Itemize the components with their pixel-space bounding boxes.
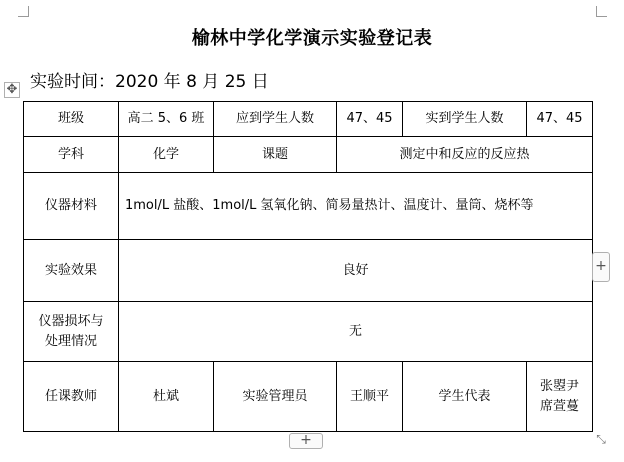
actual-students-label: 实到学生人数 <box>403 102 527 137</box>
expected-students-label: 应到学生人数 <box>214 102 337 137</box>
subject-value[interactable]: 化学 <box>119 137 214 173</box>
materials-value[interactable]: 1mol/L 盐酸、1mol/L 氢氧化钠、简易量热计、温度计、量筒、烧杯等 <box>119 173 593 240</box>
effect-value[interactable]: 良好 <box>119 240 593 302</box>
crop-mark-top-left <box>18 6 29 17</box>
student-rep-line1: 张曌尹 <box>539 378 579 394</box>
damage-label <box>24 302 119 362</box>
materials-label: 仪器材料 <box>24 173 119 240</box>
actual-students-value[interactable]: 47、45 <box>527 102 593 137</box>
table-resize-icon[interactable]: ⤡ <box>596 432 606 446</box>
experiment-date: 实验时间：2020 年 8 月 25 日 <box>30 72 269 92</box>
table-row <box>24 102 593 137</box>
class-label: 班级 <box>24 102 119 137</box>
registration-table <box>23 101 593 432</box>
student-rep-label: 学生代表 <box>403 362 527 432</box>
topic-label: 课题 <box>214 137 337 173</box>
table-row <box>24 173 593 240</box>
table-row <box>24 362 593 432</box>
add-column-plus-icon[interactable]: + <box>592 252 610 282</box>
crop-mark-top-right <box>596 6 607 17</box>
topic-value[interactable]: 测定中和反应的反应热 <box>337 137 593 173</box>
expected-students-value[interactable]: 47、45 <box>337 102 403 137</box>
teacher-label: 任课教师 <box>24 362 119 432</box>
manager-label: 实验管理员 <box>214 362 337 432</box>
table-row <box>24 302 593 362</box>
table-row <box>24 137 593 173</box>
manager-value[interactable]: 王顺平 <box>337 362 403 432</box>
table-row <box>24 240 593 302</box>
damage-value[interactable]: 无 <box>119 302 593 362</box>
subject-label: 学科 <box>24 137 119 173</box>
table-move-handle-icon[interactable]: ✥ <box>4 82 20 98</box>
add-row-plus-icon[interactable]: + <box>289 433 323 449</box>
class-value[interactable]: 高二 5、6 班 <box>119 102 214 137</box>
damage-label-line1: 仪器损坏与 <box>38 313 104 329</box>
student-rep-value[interactable] <box>527 362 593 432</box>
student-rep-line2: 席萱蔓 <box>539 398 579 414</box>
teacher-value[interactable]: 杜斌 <box>119 362 214 432</box>
document-title: 榆林中学化学演示实验登记表 <box>191 28 433 49</box>
effect-label: 实验效果 <box>24 240 119 302</box>
damage-label-line2: 处理情况 <box>44 333 97 349</box>
